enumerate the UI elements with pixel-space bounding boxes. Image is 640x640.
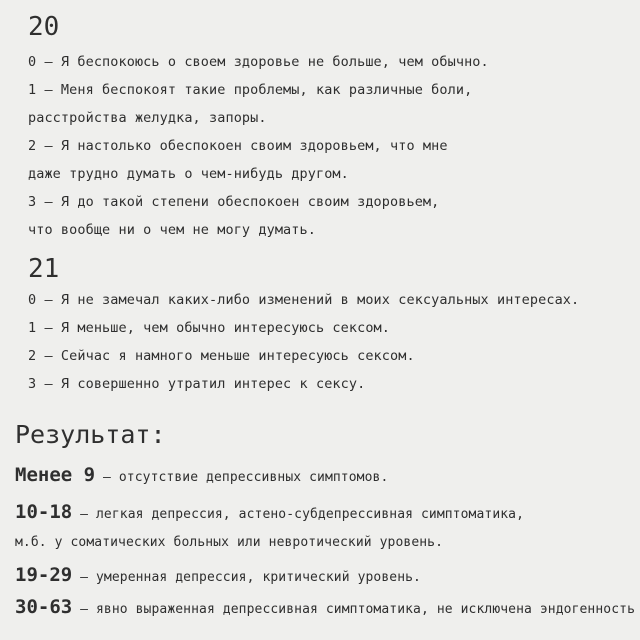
result-row-2 — [15, 566, 421, 585]
result-row-0 — [15, 466, 388, 485]
result-row-1-cont — [15, 536, 443, 549]
result-heading: Результат: — [15, 420, 166, 449]
q20-option-3: 3 — Я до такой степени обеспокоен своим здоровьем, — [28, 194, 440, 210]
q20-option-3-cont: что вообще ни о чем не могу думать. — [28, 222, 316, 238]
result-range: Менее 9 — [15, 464, 96, 486]
result-desc: — отсутствие депрессивных симптомов. — [95, 470, 389, 485]
result-desc: — умеренная депрессия, критический уровень. — [72, 570, 421, 585]
question-20-number: 20 — [28, 12, 60, 42]
q20-option-2: 2 — Я настолько обеспокоен своим здоровьем, что мне — [28, 138, 448, 154]
result-row-1 — [15, 503, 524, 522]
q20-option-0: 0 — Я беспокоюсь о своем здоровье не больше, чем обычно. — [28, 54, 489, 70]
q21-option-1: 1 — Я меньше, чем обычно интересуюсь сексом. — [28, 320, 391, 336]
result-row-3 — [15, 598, 635, 617]
result-desc: — явно выраженная депрессивная симптоматика, не исключена эндогенность — [72, 602, 635, 617]
q21-option-2: 2 — Сейчас я намного меньше интересуюсь сексом. — [28, 348, 415, 364]
question-21-number: 21 — [28, 254, 60, 284]
q20-option-1-cont: расстройства желудка, запоры. — [28, 110, 267, 126]
result-range: 19-29 — [15, 564, 73, 586]
result-desc: — легкая депрессия, астено-субдепрессивная симптоматика, — [72, 507, 525, 522]
q21-option-3: 3 — Я совершенно утратил интерес к сексу. — [28, 376, 366, 392]
q20-option-2-cont: даже трудно думать о чем-нибудь другом. — [28, 166, 349, 182]
q21-option-0: 0 — Я не замечал каких-либо изменений в моих сексуальных интересах. — [28, 292, 580, 308]
result-desc: м.б. у соматических больных или невротический уровень. — [15, 535, 444, 550]
result-range: 10-18 — [15, 501, 73, 523]
result-range: 30-63 — [15, 596, 73, 618]
q20-option-1: 1 — Меня беспокоят такие проблемы, как различные боли, — [28, 82, 473, 98]
